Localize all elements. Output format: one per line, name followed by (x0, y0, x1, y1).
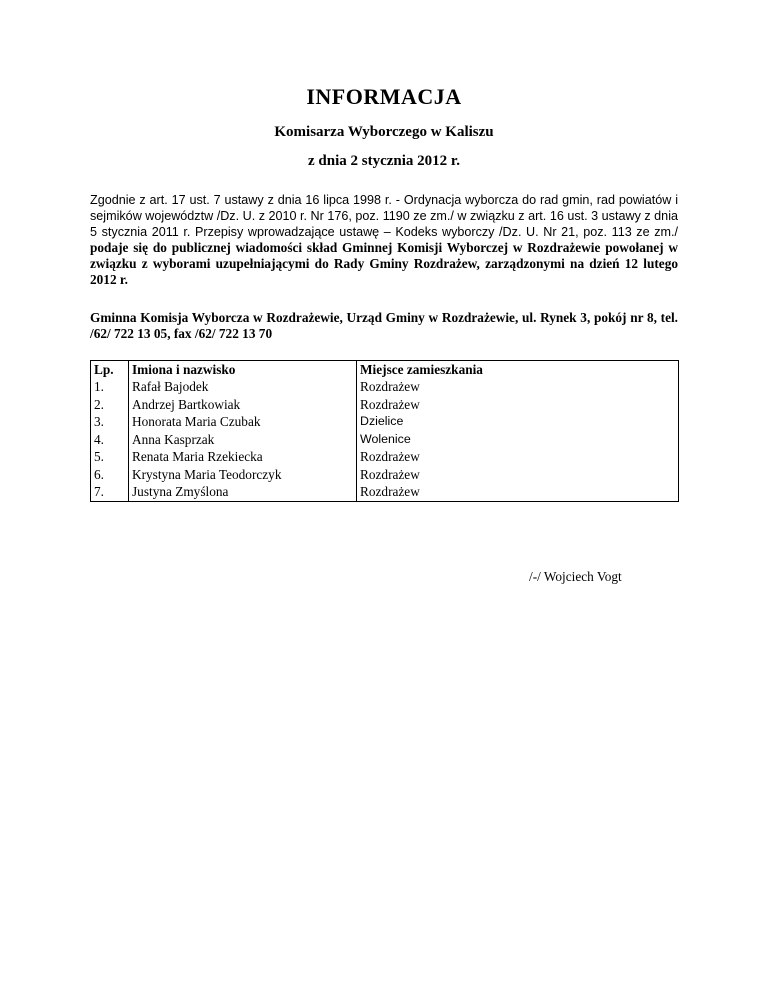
row-name: Honorata Maria Czubak (129, 413, 357, 431)
row-name: Andrzej Bartkowiak (129, 396, 357, 414)
document-subtitle-issuer: Komisarza Wyborczego w Kaliszu (274, 124, 494, 140)
row-place: Wolenice (357, 431, 679, 449)
announcement-text: podaje się do publicznej wiadomości skład Gminnej Komisji Wyborczej w Rozdrażewie powołanej w związku z wyborami uzupełniającymi do Rady Gminy Rozdrażew, zarządzonymi na dzień 12 lutego 2012 r. (90, 240, 678, 287)
table-header-row (91, 361, 679, 379)
row-lp: 6. (91, 466, 129, 484)
row-name: Rafał Bajodek (129, 378, 357, 396)
row-place: Rozdrażew (357, 396, 679, 414)
table-row (91, 483, 679, 501)
row-lp: 2. (91, 396, 129, 414)
row-lp: 3. (91, 413, 129, 431)
row-name: Justyna Zmyślona (129, 483, 357, 501)
signature: /-/ Wojciech Vogt (529, 569, 622, 584)
row-place: Rozdrażew (357, 378, 679, 396)
row-place: Rozdrażew (357, 466, 679, 484)
table-row (91, 396, 679, 414)
row-name: Krystyna Maria Teodorczyk (129, 466, 357, 484)
row-place: Rozdrażew (357, 448, 679, 466)
row-name: Anna Kasprzak (129, 431, 357, 449)
row-lp: 1. (91, 378, 129, 396)
legal-basis-text: Zgodnie z art. 17 ust. 7 ustawy z dnia 16 lipca 1998 r. - Ordynacja wyborcza do rad gmin, rad powiatów i sejmików województw /Dz. U. z 2010 r. Nr 176, poz. 1190 ze zm./ w związku z art. 16 ust. 3 ustawy z dnia 5 stycznia 2011 r. Przepisy wprowadzające ustawę – Kodeks wyborczy /Dz. U. Nr 21, poz. 113 ze zm./ (90, 193, 678, 239)
header-lp: Lp. (91, 361, 129, 379)
row-lp: 4. (91, 431, 129, 449)
table-row (91, 466, 679, 484)
header-name: Imiona i nazwisko (129, 361, 357, 379)
table-row (91, 448, 679, 466)
document-subtitle-date: z dnia 2 stycznia 2012 r. (308, 153, 460, 169)
document-title: INFORMACJA (306, 84, 462, 109)
table-row (91, 413, 679, 431)
row-lp: 7. (91, 483, 129, 501)
commission-address-paragraph: Gminna Komisja Wyborcza w Rozdrażewie, Urząd Gminy w Rozdrażewie, ul. Rynek 3, pokój nr 8, tel. /62/ 722 13 05, fax /62/ 722 13 70 (90, 310, 678, 341)
legal-basis-paragraph (90, 192, 678, 288)
row-name: Renata Maria Rzekiecka (129, 448, 357, 466)
commission-members-table (90, 360, 679, 502)
row-place: Rozdrażew (357, 483, 679, 501)
table-row (91, 378, 679, 396)
table-row (91, 431, 679, 449)
row-lp: 5. (91, 448, 129, 466)
header-place: Miejsce zamieszkania (357, 361, 679, 379)
row-place: Dzielice (357, 413, 679, 431)
